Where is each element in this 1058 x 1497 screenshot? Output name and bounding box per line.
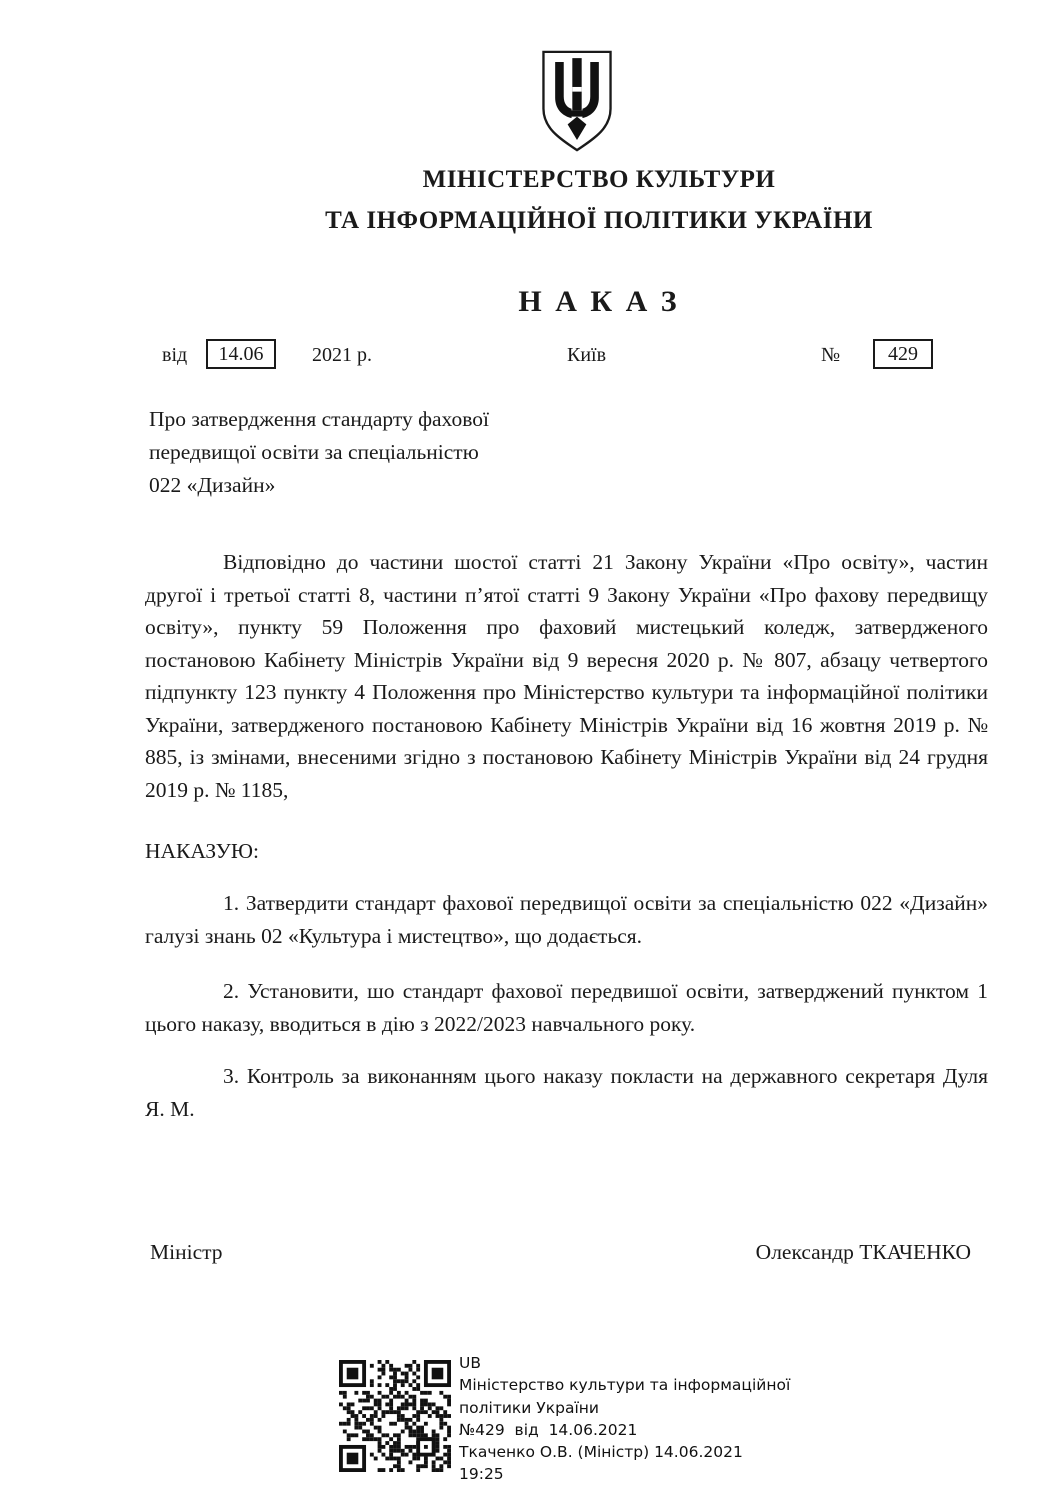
order-item-3: 3. Контроль за виконанням цього наказу покласти на державного секретаря Дуля Я. М. — [145, 1064, 988, 1121]
qr-caption-line: UB — [459, 1354, 481, 1372]
subject-line: Про затвердження стандарту фахової — [149, 407, 489, 431]
subject-line: 022 «Дизайн» — [149, 473, 276, 497]
order-verb: НАКАЗУЮ: — [145, 839, 259, 863]
issued-from-label: від — [162, 344, 188, 366]
minister-title: Міністр — [150, 1240, 223, 1264]
ministry-name-line1: МІНІСТЕРСТВО КУЛЬТУРИ — [422, 166, 776, 193]
qr-caption-line: №429 від 14.06.2021 — [459, 1420, 638, 1439]
preamble-paragraph: Відповідно до частини шостої статті 21 Закону України «Про освіту», частин другої і третьої статті 8, частини п’ятої статті 9 Закону України «Про фахову передвищу освіту», пункту 59 Положення про фаховий мистецький коледж, затвердженого постановою Кабінету Міністрів України від 9 вересня 2020 р. № 807, абзацу четвертого підпункту 123 пункту 4 Положення про Міністерство культури та інформаційної політики України, затвердженого постановою Кабінету Міністрів України від 16 жовтня 2019 р. № 885, із змінами, внесеними згідно з постановою Кабінету Міністрів України від 24 грудня 2019 р. № 1185, — [145, 550, 988, 802]
qr-caption-line: 19:25 — [459, 1465, 504, 1484]
number-sign-label: № — [821, 344, 841, 366]
tryzub-emblem-icon — [538, 45, 616, 157]
subject-line: передвищої освіти за спеціальністю — [149, 440, 479, 464]
qr-caption-line: Міністерство культури та інформаційної — [459, 1376, 791, 1395]
order-number-box: 429 — [873, 339, 933, 369]
order-title: Н А К А З — [518, 285, 680, 318]
issued-date-box: 14.06 — [206, 339, 276, 369]
minister-name: Олександр ТКАЧЕНКО — [755, 1240, 971, 1264]
issued-year-label: 2021 р. — [312, 344, 372, 366]
qr-caption-line: Ткаченко О.В. (Міністр) 14.06.2021 — [459, 1443, 743, 1462]
qr-signature-caption — [459, 1352, 789, 1486]
ministry-name-line2: ТА ІНФОРМАЦІЙНОЇ ПОЛІТИКИ УКРАЇНИ — [325, 207, 873, 234]
qr-caption-line: політики України — [459, 1398, 599, 1417]
subject-block — [149, 403, 609, 502]
qr-code — [339, 1360, 451, 1472]
order-item-2: 2. Установити, шо стандарт фахової передвишої освіти, затверджений пунктом 1 цього наказу, вводиться в дію з 2022/2023 навчального року. — [145, 979, 988, 1036]
order-item-1: 1. Затвердити стандарт фахової передвищої освіти за спеціальністю 022 «Дизайн» галузі знань 02 «Культура і мистецтво», що додається. — [145, 891, 988, 948]
city-label: Київ — [567, 344, 607, 366]
